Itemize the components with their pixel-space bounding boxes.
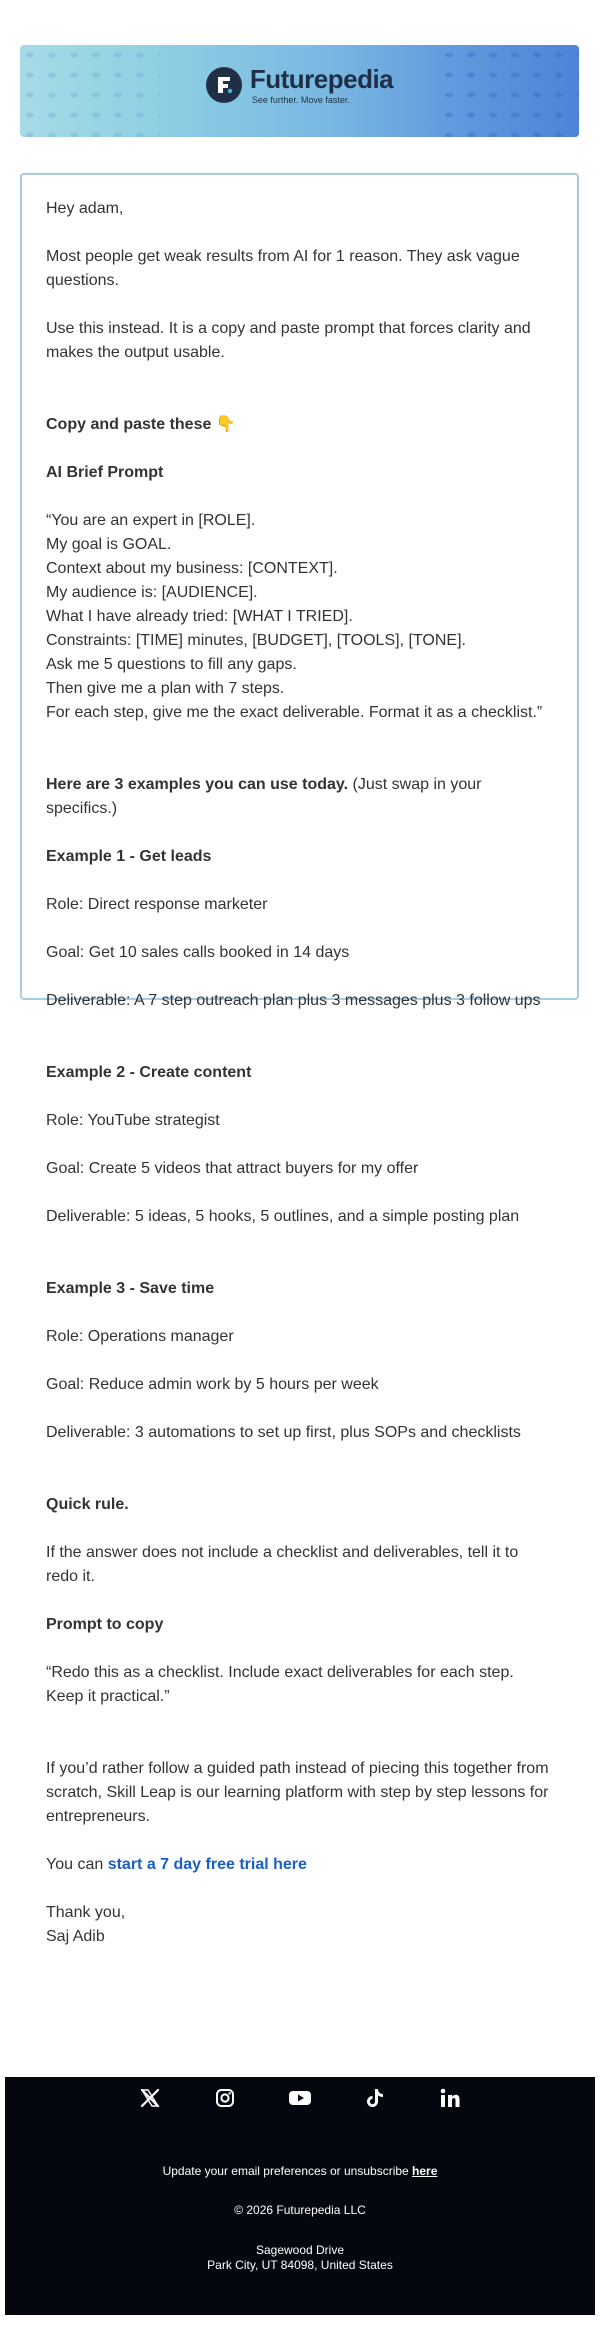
quick-rule-text: If the answer does not include a checklist and deliverables, tell it to redo it. bbox=[46, 1544, 519, 1585]
example-role: Role: Direct response marketer bbox=[46, 896, 268, 913]
email-footer bbox=[5, 2077, 595, 2315]
skill-leap-paragraph: If you’d rather follow a guided path instead of piecing this together from scratch, Skill Leap is our learning platform with step by step lessons for entrepreneurs. bbox=[46, 1760, 549, 1825]
pointing-down-icon: 👇 bbox=[215, 416, 236, 433]
signoff: Thank you, bbox=[46, 1904, 126, 1921]
prompt-block bbox=[46, 509, 554, 725]
free-trial-link[interactable]: start a 7 day free trial here bbox=[107, 1856, 307, 1873]
brief-title: AI Brief Prompt bbox=[46, 464, 164, 481]
prompt-line: Context about my business: [CONTEXT]. bbox=[46, 560, 338, 577]
intro-paragraph-2: Use this instead. It is a copy and paste prompt that forces clarity and makes the output usable. bbox=[46, 320, 531, 361]
prompt-line: My audience is: [AUDIENCE]. bbox=[46, 584, 258, 601]
email-body bbox=[46, 197, 554, 1973]
brand-tagline: See further. Move faster. bbox=[251, 95, 350, 105]
youtube-icon[interactable] bbox=[289, 2087, 311, 2109]
example-role: Role: Operations manager bbox=[46, 1328, 234, 1345]
example-goal: Goal: Create 5 videos that attract buyers for my offer bbox=[46, 1160, 419, 1177]
prompt-line: Then give me a plan with 7 steps. bbox=[46, 680, 285, 697]
prompt-line: Constraints: [TIME] minutes, [BUDGET], [TOOLS], [TONE]. bbox=[46, 632, 466, 649]
futurepedia-logo-icon bbox=[206, 67, 242, 103]
prompt-line: For each step, give me the exact deliverable. Format it as a checklist.” bbox=[46, 704, 543, 721]
prompt-line: My goal is GOAL. bbox=[46, 536, 172, 553]
signoff-block bbox=[46, 1901, 554, 1949]
header-banner bbox=[20, 45, 579, 137]
brand-logo[interactable] bbox=[20, 65, 579, 105]
preferences-line bbox=[5, 2164, 595, 2178]
x-icon[interactable] bbox=[139, 2087, 161, 2109]
example-title: Example 2 - Create content bbox=[46, 1064, 252, 1081]
tiktok-icon[interactable] bbox=[364, 2087, 386, 2109]
example-deliverable: Deliverable: 5 ideas, 5 hooks, 5 outlines, and a simple posting plan bbox=[46, 1208, 520, 1225]
social-links bbox=[5, 2087, 595, 2109]
intro-paragraph-1: Most people get weak results from AI for 1 reason. They ask vague questions. bbox=[46, 248, 520, 289]
brand-name: Futurepedia bbox=[249, 64, 394, 94]
quick-rule-title: Quick rule. bbox=[46, 1496, 129, 1513]
example-deliverable: Deliverable: 3 automations to set up first, plus SOPs and checklists bbox=[46, 1424, 521, 1441]
address-line-2: Park City, UT 84098, United States bbox=[207, 2258, 393, 2272]
preferences-text: Update your email preferences or unsubscribe bbox=[162, 2164, 413, 2178]
greeting: Hey adam, bbox=[46, 200, 124, 217]
copy-heading bbox=[46, 413, 554, 437]
signature: Saj Adib bbox=[46, 1928, 105, 1945]
instagram-icon[interactable] bbox=[214, 2087, 236, 2109]
address-line-1: Sagewood Drive bbox=[255, 2243, 345, 2257]
example-deliverable: Deliverable: A 7 step outreach plan plus 3 messages plus 3 follow ups bbox=[46, 992, 541, 1009]
linkedin-icon[interactable] bbox=[439, 2087, 461, 2109]
examples-intro bbox=[46, 773, 554, 821]
prompt-line: Ask me 5 questions to fill any gaps. bbox=[46, 656, 297, 673]
copyright: © 2026 Futurepedia LLC bbox=[234, 2203, 366, 2217]
example-role: Role: YouTube strategist bbox=[46, 1112, 220, 1129]
example-title: Example 1 - Get leads bbox=[46, 848, 212, 865]
copy-heading-text: Copy and paste these bbox=[46, 416, 212, 433]
example-title: Example 3 - Save time bbox=[46, 1280, 215, 1297]
prompt-copy-text: “Redo this as a checklist. Include exact deliverables for each step. Keep it practical.” bbox=[46, 1664, 514, 1705]
example-goal: Goal: Reduce admin work by 5 hours per week bbox=[46, 1376, 379, 1393]
examples-intro-rest: (Just swap in your specifics.) bbox=[46, 776, 482, 817]
unsubscribe-link[interactable]: here bbox=[412, 2164, 438, 2178]
prompt-line: What I have already tried: [WHAT I TRIED]. bbox=[46, 608, 353, 625]
examples-intro-bold: Here are 3 examples you can use today. bbox=[46, 776, 349, 793]
trial-prefix: You can bbox=[46, 1856, 108, 1873]
prompt-line: “You are an expert in [ROLE]. bbox=[46, 512, 256, 529]
prompt-copy-title: Prompt to copy bbox=[46, 1616, 164, 1633]
example-goal: Goal: Get 10 sales calls booked in 14 days bbox=[46, 944, 350, 961]
trial-line bbox=[46, 1853, 554, 1877]
